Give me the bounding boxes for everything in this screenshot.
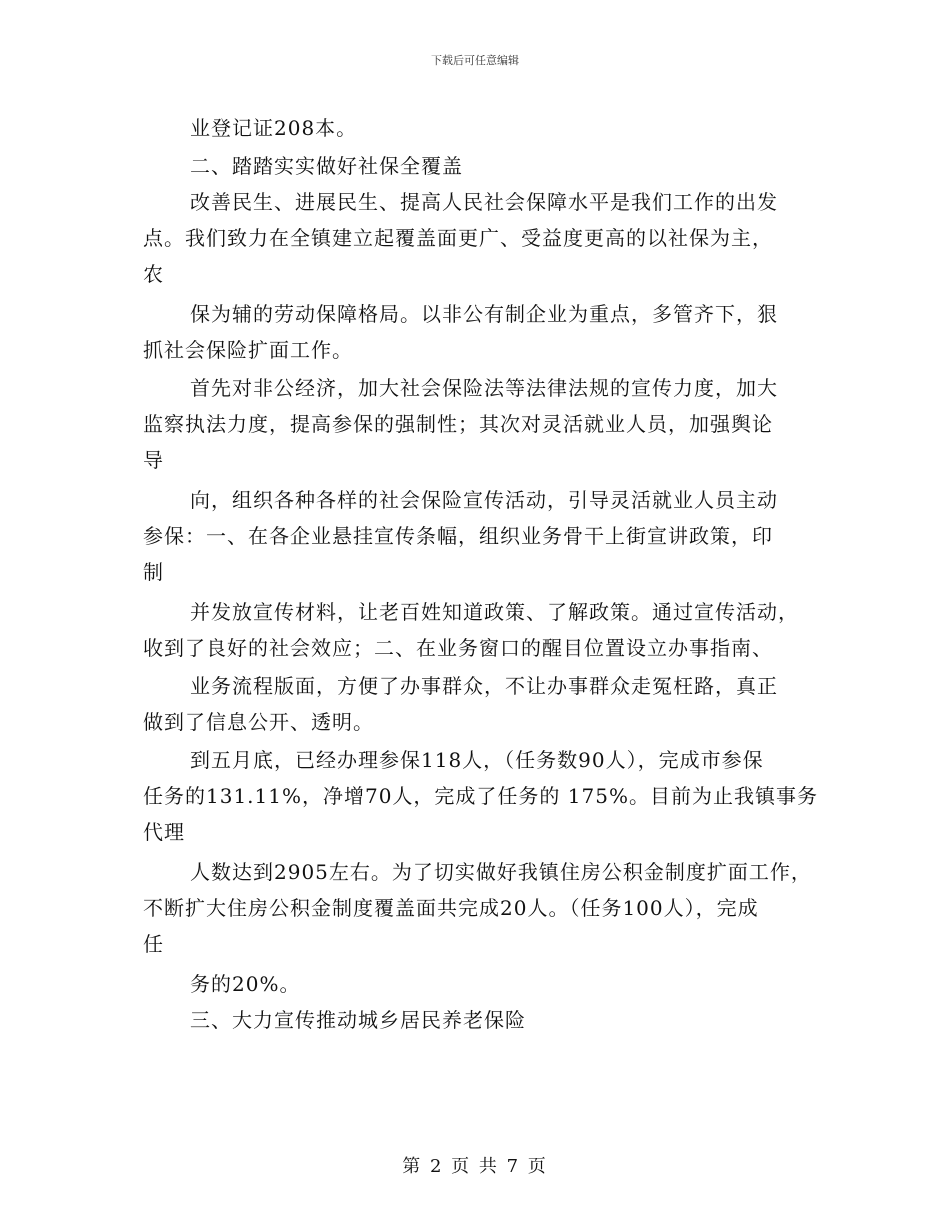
text-line: 抓社会保险扩面工作。 (143, 338, 353, 362)
text-line: 向，组织各种各样的社会保险宣传活动，引导灵活就业人员主动 (190, 488, 778, 512)
text-line: 农 (143, 262, 164, 286)
text-line: 做到了信息公开、透明。 (143, 710, 374, 734)
text-line: 保为辅的劳动保障格局。以非公有制企业为重点，多管齐下，狠 (190, 302, 778, 326)
section-heading: 三、大力宣传推动城乡居民养老保险 (190, 1008, 526, 1032)
text-line: 任务的131.11%，净增70人，完成了任务的 175%。目前为止我镇事务 (143, 784, 818, 808)
section-heading: 二、踏踏实实做好社保全覆盖 (190, 154, 463, 178)
text-line: 参保：一、在各企业悬挂宣传条幅，组织业务骨干上街宣讲政策，印 (143, 524, 773, 548)
text-line: 任 (143, 932, 164, 956)
text-line: 务的20%。 (190, 972, 301, 996)
text-line: 到五月底，已经办理参保118人，（任务数90人），完成市参保 (190, 748, 764, 772)
text-line: 业务流程版面，方便了办事群众，不让办事群众走冤枉路，真正 (190, 674, 778, 698)
text-line: 不断扩大住房公积金制度覆盖面共完成20人。（任务100人），完成 (143, 896, 759, 920)
text-line: 点。我们致力在全镇建立起覆盖面更广、受益度更高的以社保为主， (143, 226, 773, 250)
text-line: 人数达到2905左右。为了切实做好我镇住房公积金制度扩面工作， (190, 860, 812, 884)
text-line: 并发放宣传材料，让老百姓知道政策、了解政策。通过宣传活动， (190, 600, 799, 624)
text-line: 导 (143, 448, 164, 472)
text-line: 代理 (143, 820, 185, 844)
page-header: 下载后可任意编辑 (431, 54, 519, 67)
text-line: 制 (143, 560, 164, 584)
text-line: 业登记证208本。 (190, 116, 358, 140)
text-line: 改善民生、进展民生、提高人民社会保障水平是我们工作的出发 (190, 190, 778, 214)
text-line: 监察执法力度，提高参保的强制性；其次对灵活就业人员，加强舆论 (143, 412, 773, 436)
text-line: 收到了良好的社会效应；二、在业务窗口的醒目位置设立办事指南、 (143, 636, 773, 660)
page-number-footer: 第 2 页 共 7 页 (402, 1156, 548, 1177)
text-line: 首先对非公经济，加大社会保险法等法律法规的宣传力度，加大 (190, 376, 778, 400)
